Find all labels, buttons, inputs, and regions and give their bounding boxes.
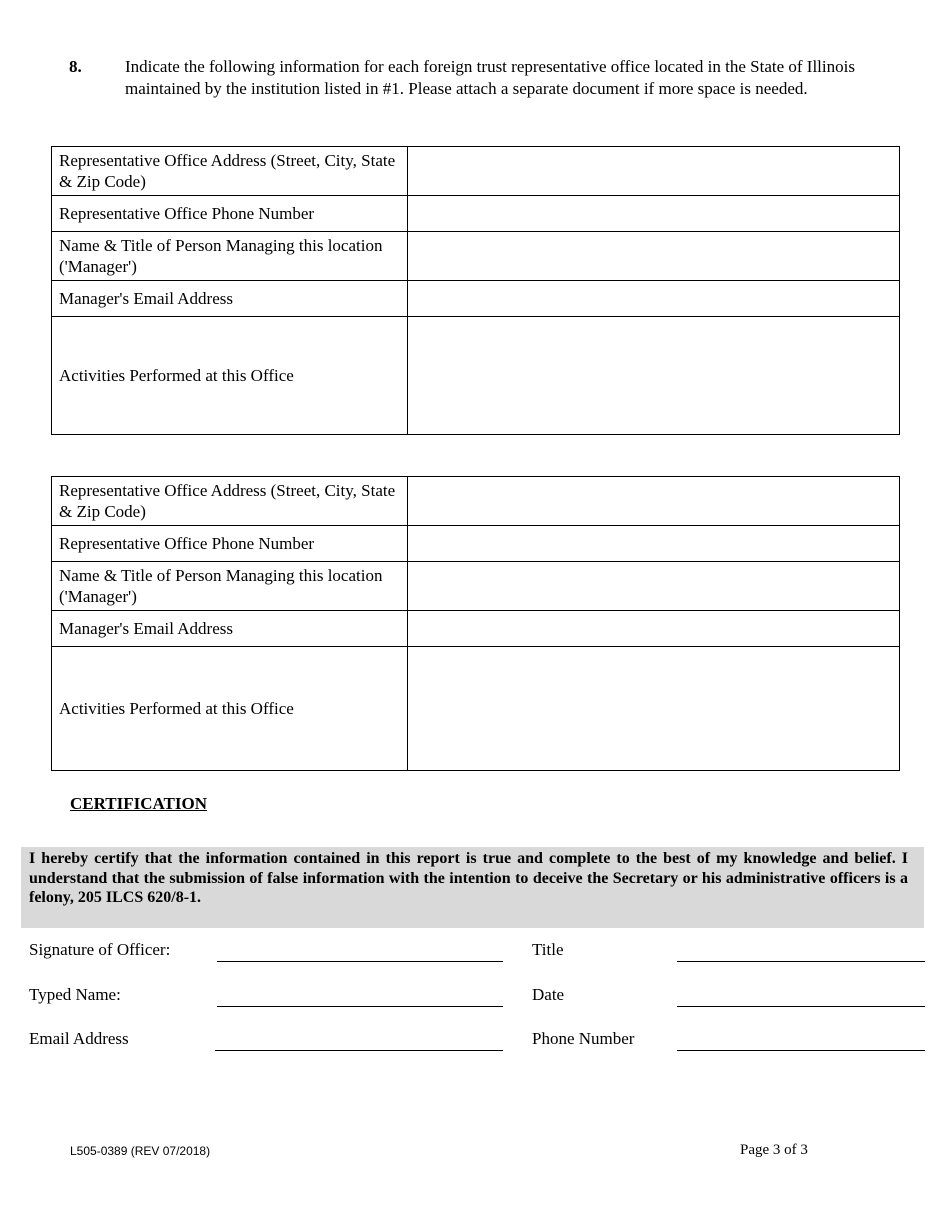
- activities-label: Activities Performed at this Office: [52, 647, 408, 771]
- date-input[interactable]: [677, 986, 925, 1006]
- question-number: 8.: [69, 57, 82, 76]
- email-field[interactable]: [215, 1030, 503, 1051]
- phone-input[interactable]: [408, 533, 899, 555]
- signature-field[interactable]: [217, 941, 503, 962]
- address-label: Representative Office Address (Street, City, State & Zip Code): [52, 147, 408, 196]
- phone-label: Representative Office Phone Number: [52, 196, 408, 232]
- title-field[interactable]: [677, 941, 925, 962]
- table-row: [52, 562, 900, 611]
- office-table-2: [51, 476, 900, 771]
- address-input[interactable]: [408, 491, 899, 513]
- certification-heading: CERTIFICATION: [70, 794, 207, 813]
- page-number: Page 3 of 3: [740, 1142, 808, 1158]
- manager-email-field[interactable]: [408, 281, 900, 317]
- table-row: [52, 317, 900, 435]
- activities-input[interactable]: [408, 365, 899, 387]
- manager-label: Name & Title of Person Managing this location ('Manager'): [52, 562, 408, 611]
- address-input[interactable]: [408, 161, 899, 183]
- office-table-1: [51, 146, 900, 435]
- title-label: Title: [532, 940, 564, 959]
- manager-field[interactable]: [408, 562, 900, 611]
- phone-number-field[interactable]: [677, 1030, 925, 1051]
- activities-field[interactable]: [408, 317, 900, 435]
- date-field[interactable]: [677, 986, 925, 1007]
- table-row: [52, 611, 900, 647]
- typed-name-field[interactable]: [217, 986, 503, 1007]
- email-input[interactable]: [215, 1030, 503, 1050]
- table-row: [52, 477, 900, 526]
- signature-input[interactable]: [217, 941, 503, 961]
- phone-number-input[interactable]: [677, 1030, 925, 1050]
- date-label: Date: [532, 985, 565, 1004]
- question-instructions: Indicate the following information for each foreign trust representative office located in the State of Illinois maintained by the institution listed in #1. Please attach a separate document if more space is needed.: [125, 57, 855, 98]
- table-row: [52, 647, 900, 771]
- title-input[interactable]: [677, 941, 925, 961]
- activities-label: Activities Performed at this Office: [52, 317, 408, 435]
- manager-label: Name & Title of Person Managing this location ('Manager'): [52, 232, 408, 281]
- signature-label: Signature of Officer:: [29, 940, 171, 959]
- phone-input[interactable]: [408, 203, 899, 225]
- activities-field[interactable]: [408, 647, 900, 771]
- manager-email-label: Manager's Email Address: [52, 281, 408, 317]
- phone-field[interactable]: [408, 196, 900, 232]
- manager-email-field[interactable]: [408, 611, 900, 647]
- manager-email-label: Manager's Email Address: [52, 611, 408, 647]
- typed-name-input[interactable]: [217, 986, 503, 1006]
- address-field[interactable]: [408, 147, 900, 196]
- table-row: [52, 147, 900, 196]
- table-row: [52, 526, 900, 562]
- address-label: Representative Office Address (Street, City, State & Zip Code): [52, 477, 408, 526]
- manager-field[interactable]: [408, 232, 900, 281]
- manager-input[interactable]: [408, 246, 899, 268]
- email-label: Email Address: [29, 1029, 129, 1048]
- table-row: [52, 196, 900, 232]
- form-id: L505-0389 (REV 07/2018): [70, 1144, 211, 1158]
- activities-input[interactable]: [408, 698, 899, 720]
- typed-name-label: Typed Name:: [29, 985, 121, 1004]
- phone-label: Representative Office Phone Number: [52, 526, 408, 562]
- table-row: [52, 281, 900, 317]
- address-field[interactable]: [408, 477, 900, 526]
- manager-email-input[interactable]: [408, 288, 899, 310]
- manager-email-input[interactable]: [408, 618, 899, 640]
- manager-input[interactable]: [408, 576, 899, 598]
- certification-statement: I hereby certify that the information contained in this report is true and complete to the best of my knowledge and belief. I understand that the submission of false information with the intention to deceive the Secretary or his administrative officers is a felony, 205 ILCS 620/8-1.: [21, 847, 924, 928]
- phone-number-label: Phone Number: [532, 1029, 635, 1048]
- table-row: [52, 232, 900, 281]
- phone-field[interactable]: [408, 526, 900, 562]
